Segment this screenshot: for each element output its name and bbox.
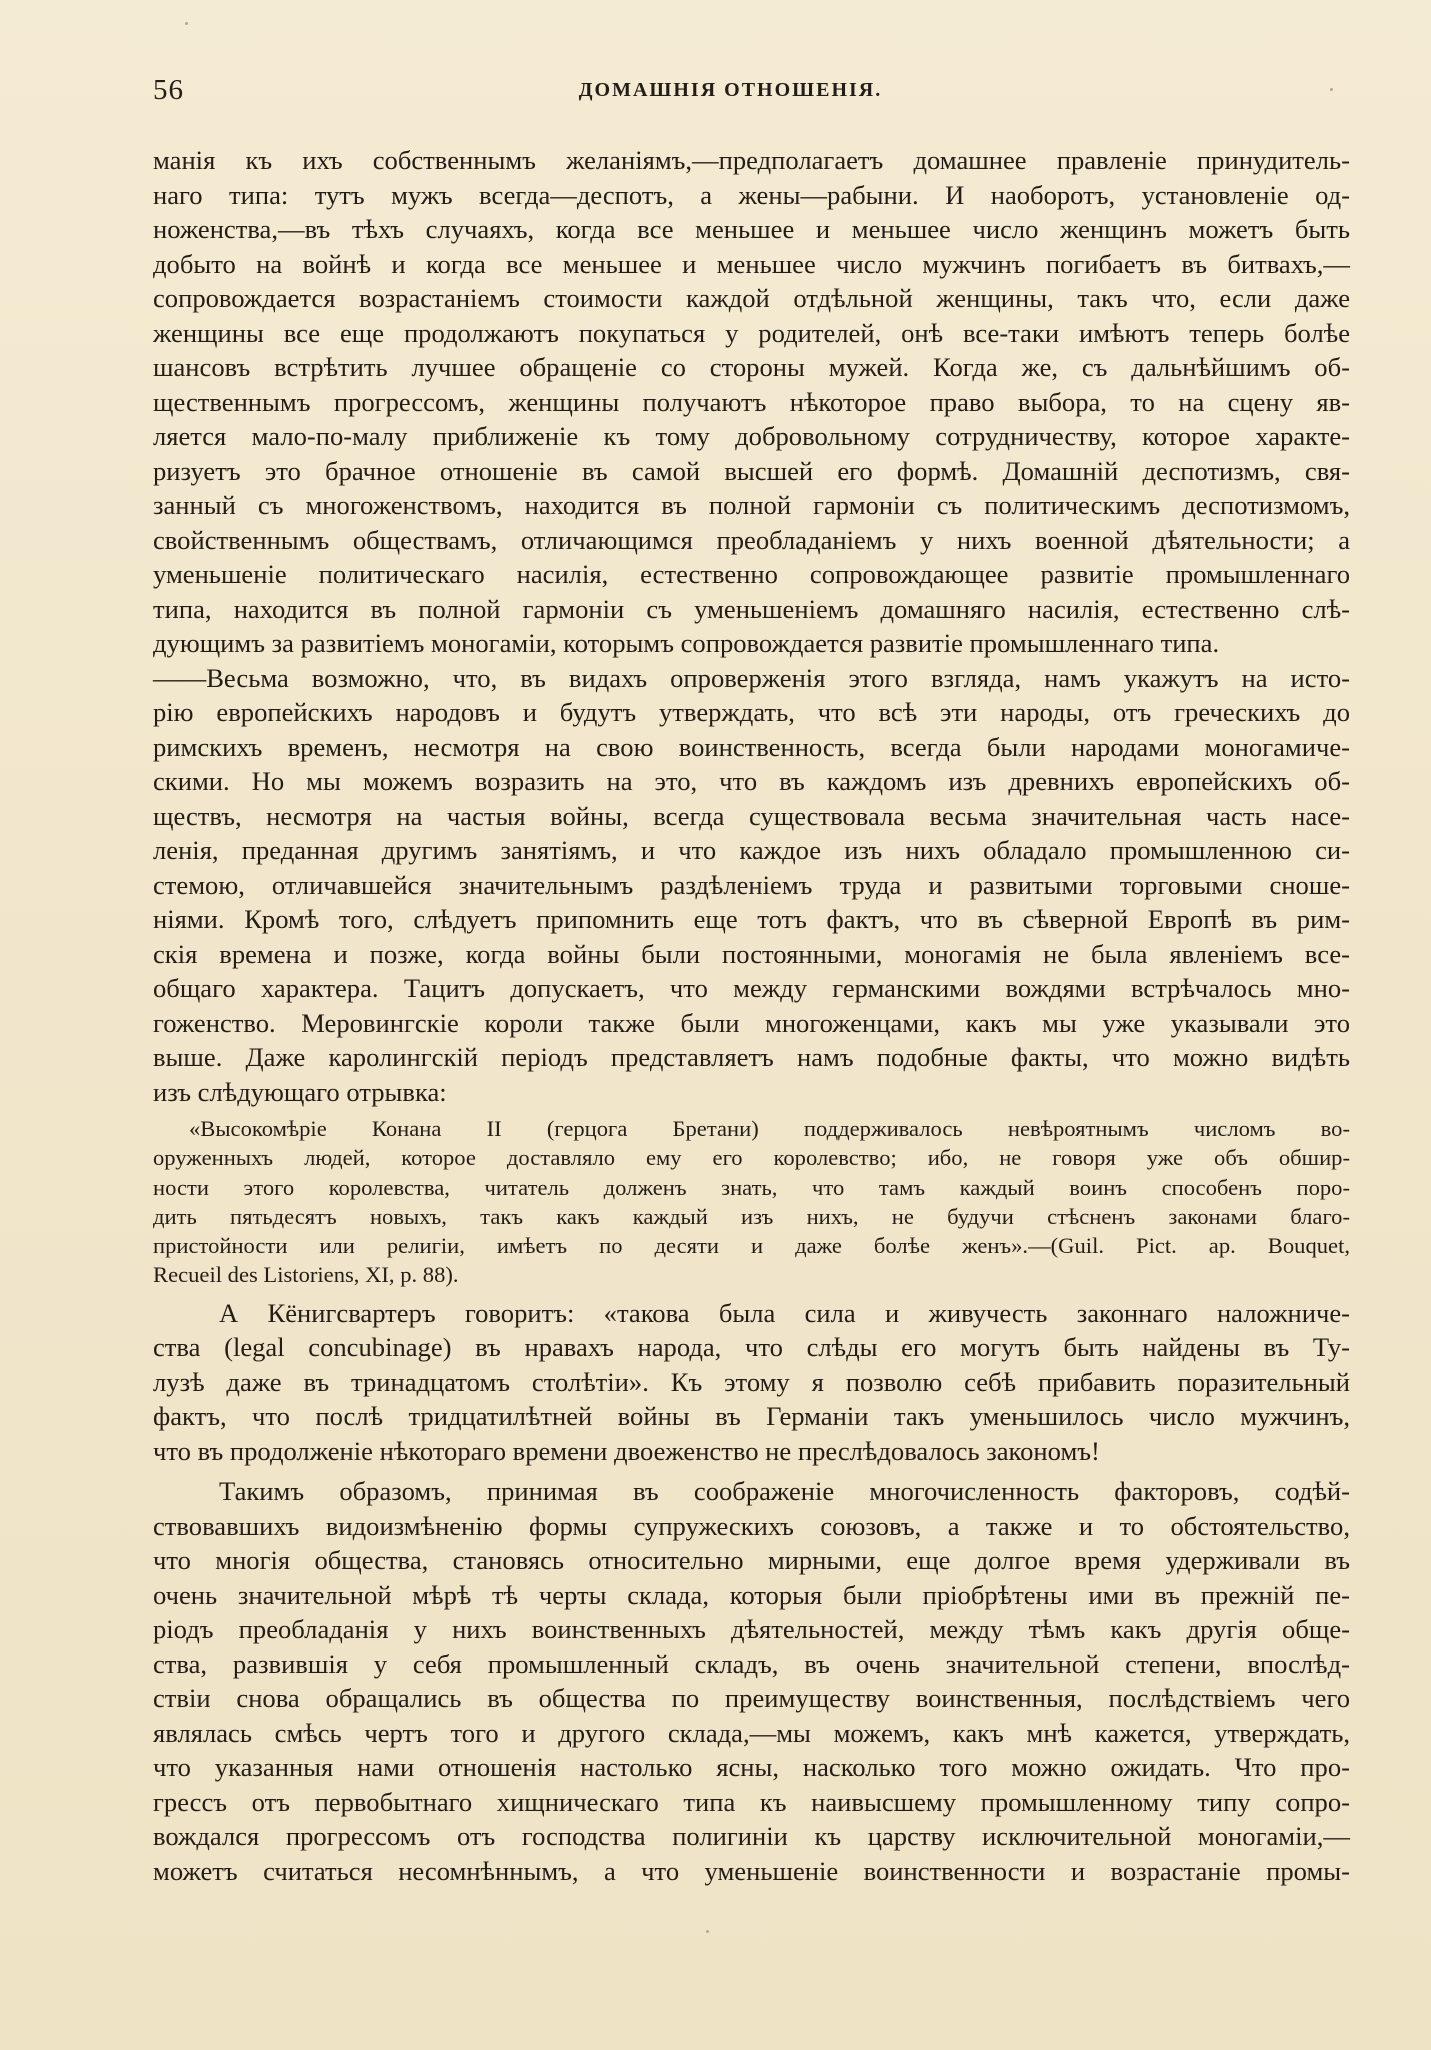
text-line: ріодъ преобладанія у нихъ воинственныхъ дѣятельностей, между тѣмъ какъ другія обще- [153,1614,1350,1645]
text-line: ноженства,—въ тѣхъ случаяхъ, когда все меньшее и меньшее число женщинъ можетъ быть [153,214,1350,244]
body-text [153,143,1350,1888]
paper-speck [1330,88,1333,91]
text-line: ляется мало-по-малу приближеніе къ тому добровольному сотрудничеству, которое характе- [153,421,1350,451]
text-line: ленія, преданная другимъ занятіямъ, и что каждое изъ нихъ обладало промышленною си- [153,835,1350,865]
text-line: сопровождается возрастаніемъ стоимости каждой отдѣльной женщины, такъ что, если даже [153,283,1350,313]
paper-speck [185,22,188,25]
block-quote [153,1114,1350,1290]
text-line: являлась смѣсь чертъ того и другого склада,—мы можемъ, какъ мнѣ кажется, утверждать, [153,1717,1350,1748]
text-line: ства (legal concubinage) въ нравахъ народа, что слѣды его могутъ быть найдены въ Ту- [153,1332,1350,1363]
text-line: уменьшеніе политическаго насилія, естественно сопровождающее развитіе промышленнаго [153,559,1350,589]
text-line: гоженство. Меровингскіе короли также были многоженцами, какъ мы уже указывали это [153,1007,1350,1038]
text-line: скія времена и позже, когда войны были постоянными, моногамія не была явленіемъ все- [153,938,1350,969]
paragraph-1 [153,143,1350,661]
text-line: ства, развившія у себя промышленный складъ, въ очень значительной степени, впослѣд- [153,1648,1350,1679]
quote-line: «Высокомѣріе Конана II (герцога Бретани) поддерживалось невѣроятнымъ числомъ во- [189,1116,1350,1141]
text-line: А Кёнигсвартеръ говоритъ: «такова была сила и живучесть законнаго наложниче- [219,1297,1350,1328]
text-line: римскихъ временъ, несмотря на свою воинственность, всегда были народами моногамиче- [153,731,1350,762]
quote-line: Recueil des Listoriens, XI, p. 88). [153,1262,459,1288]
paragraph-4 [153,1474,1350,1888]
running-title: ДОМАШНІЯ ОТНОШЕНІЯ. [578,79,883,101]
text-line: ствіи снова обращались въ общества по преимуществу воинственныя, послѣдствіемъ чего [153,1683,1350,1714]
text-line: ризуетъ это брачное отношеніе въ самой высшей его формѣ. Домашній деспотизмъ, свя- [153,455,1350,486]
text-line: изъ слѣдующаго отрывка: [153,1076,447,1107]
text-line: наго типа: тутъ мужъ всегда—деспотъ, а жены—рабыни. И наоборотъ, установленіе од- [153,179,1350,210]
text-line: можетъ считаться несомнѣннымъ, а что уменьшеніе воинственности и возрастаніе промы- [153,1855,1350,1886]
quote-line: дить пятьдесятъ новыхъ, такъ какъ каждый изъ нихъ, не будучи стѣсненъ законами благо- [153,1203,1350,1229]
text-line: очень значительной мѣрѣ тѣ черты склада, которыя были пріобрѣтены ими въ прежній пе- [153,1579,1350,1610]
text-line: щественнымъ прогрессомъ, женщины получаютъ нѣкоторое право выбора, то на сцену яв- [153,386,1350,417]
text-line: манія къ ихъ собственнымъ желаніямъ,—предполагаетъ домашнее правленіе принудитель- [153,145,1350,175]
text-line: что многія общества, становясь относительно мирными, еще долгое время удерживали въ [153,1545,1350,1576]
text-line: скими. Но мы можемъ возразить на это, что въ каждомъ изъ древнихъ европейскихъ об- [153,766,1350,796]
text-line: женщины все еще продолжаютъ покупаться у родителей, онѣ все-таки имѣютъ теперь болѣе [153,317,1350,348]
text-line: занный съ многоженствомъ, находится въ полной гармоніи съ политическимъ деспотизмомъ, [153,490,1350,520]
text-line: фактъ, что послѣ тридцатилѣтней войны въ Германіи такъ уменьшилось число мужчинъ, [153,1401,1350,1432]
text-line: общаго характера. Тацитъ допускаетъ, что между германскими вождями встрѣчалось мно- [153,973,1350,1003]
paper-speck [706,1930,709,1933]
text-line: что въ продолженіе нѣкотораго времени двоеженство не преслѣдовалось закономъ! [153,1435,1100,1466]
quote-line: ности этого королевства, читатель долженъ знать, что тамъ каждый воинъ способенъ поро- [153,1174,1350,1200]
text-line: стемою, отличавшейся значительнымъ раздѣленіемъ труда и развитыми торговыми сноше- [153,869,1350,900]
text-line: Такимъ образомъ, принимая въ соображеніе многочисленность факторовъ, содѣй- [219,1476,1350,1507]
text-line: вождался прогрессомъ отъ господства полигиніи къ царству исключительной моногаміи,— [153,1821,1350,1852]
paragraph-2 [153,661,1350,1110]
text-line: лузѣ даже въ тринадцатомъ столѣтіи». Къ этому я позволю себѣ прибавить поразительный [153,1366,1350,1397]
text-line: дующимъ за развитіемъ моногаміи, которымъ сопровождается развитіе промышленнаго типа. [153,628,1220,658]
text-line: выше. Даже каролингскій періодъ представляетъ намъ подобные факты, что можно видѣть [153,1042,1350,1072]
paragraph-3 [153,1296,1350,1469]
text-line: свойственнымъ обществамъ, отличающимся преобладаніемъ у нихъ военной дѣятельности; а [153,524,1350,555]
text-line: ствовавшихъ видоизмѣненію формы супружескихъ союзовъ, а также и то обстоятельство, [153,1510,1350,1541]
quote-line: пристойности или религіи, имѣетъ по десяти и даже болѣе женъ».—(Guil. Pict. ap. Bouquet, [153,1233,1350,1259]
text-line: что указанныя нами отношенія настолько ясны, насколько того можно ожидать. Что про- [153,1752,1350,1783]
text-line: грессъ отъ первобытнаго хищническаго типа къ наивысшему промышленному типу сопро- [153,1786,1350,1817]
page-number: 56 [153,74,184,106]
text-line: типа, находится въ полной гармоніи съ уменьшеніемъ домашняго насилія, естественно слѣ- [153,593,1350,624]
text-line: рію европейскихъ народовъ и будутъ утверждать, что всѣ эти народы, отъ греческихъ до [153,697,1350,727]
text-line: ществъ, несмотря на частыя войны, всегда существовала весьма значительная часть насе- [153,800,1350,831]
text-line: добыто на войнѣ и когда все меньшее и меньшее число мужчинъ погибаетъ въ битвахъ,— [153,248,1350,279]
text-line: ніями. Кромѣ того, слѣдуетъ припомнить еще тотъ фактъ, что въ сѣверной Европѣ въ рим- [153,904,1350,934]
text-line: шансовъ встрѣтить лучшее обращеніе со стороны мужей. Когда же, съ дальнѣйшимъ об- [153,352,1350,382]
text-line: ——Весьма возможно, что, въ видахъ опроверженія этого взгляда, намъ укажутъ на исто- [153,662,1350,693]
quote-line: оруженныхъ людей, которое доставляло ему его королевство; ибо, не говоря уже объ обшир- [153,1145,1350,1171]
